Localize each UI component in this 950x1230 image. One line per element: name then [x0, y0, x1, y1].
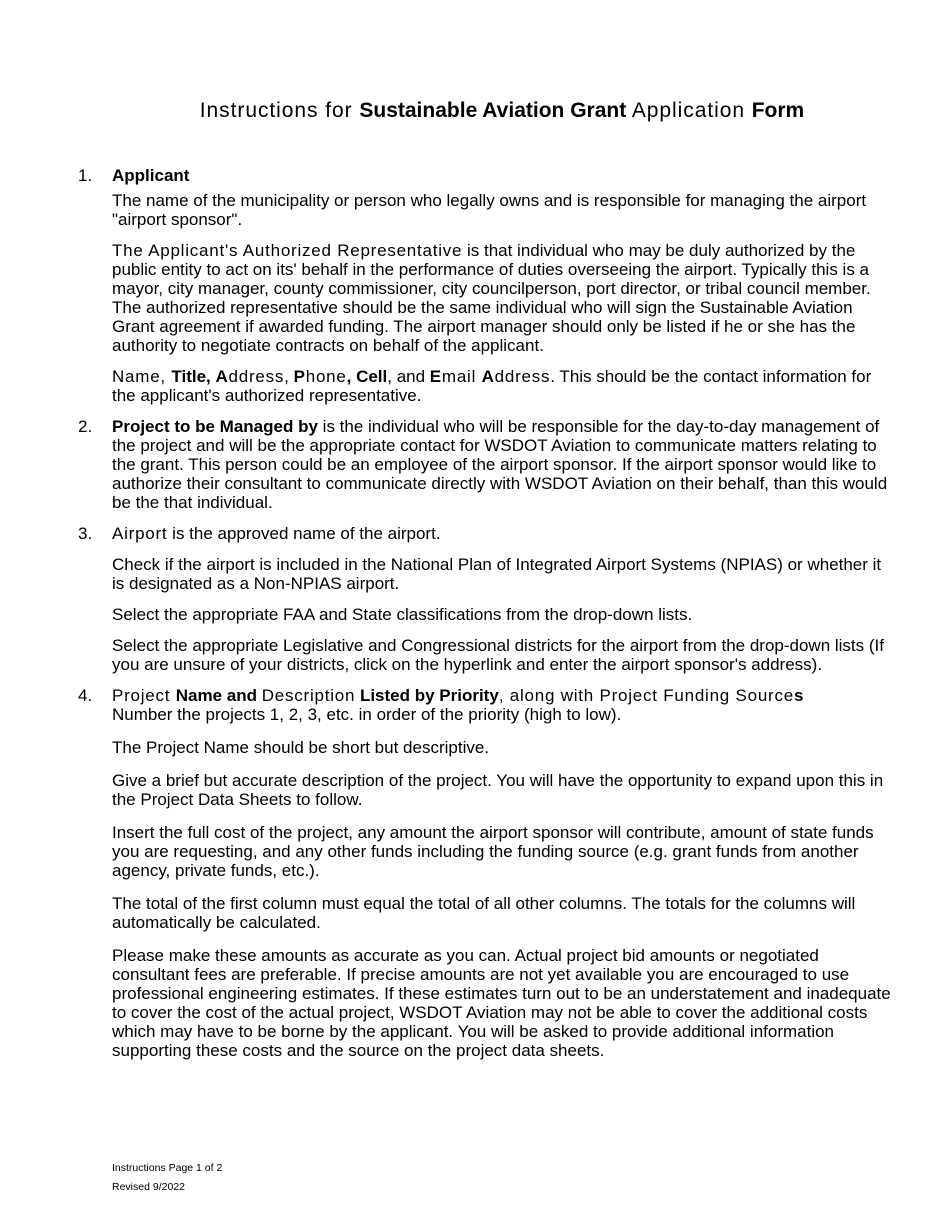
item-number: 4.	[78, 686, 93, 705]
text-segment: ddress	[494, 367, 551, 386]
footer-page-info: Instructions Page 1 of 2	[112, 1162, 223, 1174]
text-segment: . This should be the contact information for the applicant's authorized representative.	[112, 367, 872, 405]
text-segment: P	[293, 367, 306, 386]
instruction-item-3	[78, 524, 892, 674]
text-segment: The Project Name should be short but descriptive.	[112, 738, 490, 757]
text-segment: mail	[441, 367, 482, 386]
paragraph	[112, 417, 892, 512]
text-segment: E	[429, 367, 442, 386]
text-segment: Insert the full cost of the project, any amount the airport sponsor will contribute, amount of state funds you are requesting, and any other funds including the funding source (e.g. grant funds from another agency, private funds, etc.).	[112, 823, 874, 880]
text-segment: Name and	[175, 686, 258, 705]
text-segment: Project	[112, 686, 176, 705]
text-segment: The Applicant's Authorized Representative	[112, 241, 463, 260]
text-segment: hone	[305, 367, 347, 386]
paragraph	[112, 686, 892, 724]
page-title	[112, 0, 892, 124]
item-number: 1.	[78, 166, 93, 185]
footer-revision-date: Revised 9/2022	[112, 1181, 185, 1193]
paragraph	[112, 555, 892, 593]
text-segment: Give a brief but accurate description of the project. You will have the opportunity to expand upon this in the Project Data Sheets to follow.	[112, 771, 884, 809]
item-number: 2.	[78, 417, 93, 436]
text-segment: Name,	[112, 367, 172, 386]
instructions-list	[78, 166, 892, 1060]
text-segment: Sustainable Aviation Grant	[359, 99, 627, 122]
text-segment: Form	[751, 99, 805, 122]
instruction-item-1	[78, 166, 892, 405]
paragraph	[112, 367, 892, 405]
text-segment: is that individual who may be duly authorized by the public entity to act on its' behalf in the performance of duties overseeing the airport. Typically this is a mayor, city manager, county commissioner, city councilperson, port director, or tribal council member. The authorized representative should be the same individual who will sign the Sustainable Aviation Grant agreement if awarded funding. The airport manager should only be listed if he or she has the authority to negotiate contracts on behalf of the applicant.	[112, 241, 871, 355]
paragraph	[112, 636, 892, 674]
text-segment: Listed by Priority	[359, 686, 499, 705]
page-footer	[112, 1159, 222, 1197]
instruction-item-2	[78, 417, 892, 512]
instruction-item-4	[78, 686, 892, 1060]
text-segment: is the individual who will be responsible for the day-to-day management of the project and will be the appropriate contact for WSDOT Aviation to communicate matters relating to the grant. This person could be an employee of the airport sponsor. If the airport sponsor would like to authorize their consultant to communicate directly with WSDOT Aviation on their behalf, than this would be the that individual.	[112, 417, 888, 512]
text-segment: ddress	[228, 367, 285, 386]
paragraph	[112, 823, 892, 880]
paragraph	[112, 946, 892, 1060]
text-segment: , and	[387, 367, 430, 386]
paragraph	[112, 771, 892, 809]
paragraph	[112, 241, 892, 355]
text-segment: Title,	[171, 367, 211, 386]
text-segment: Description	[261, 686, 356, 705]
text-segment: s	[793, 686, 804, 705]
paragraph	[112, 166, 892, 185]
text-segment: Check if the airport is included in the National Plan of Integrated Airport Systems (NPIAS) or whether it is designated as a Non-NPIAS airport.	[112, 555, 882, 593]
text-segment: ,	[284, 367, 294, 386]
text-segment: Application	[626, 99, 752, 122]
text-segment: Select the appropriate FAA and State classifications from the drop-down lists.	[112, 605, 693, 624]
text-segment: The name of the municipality or person who legally owns and is responsible for managing the airport "airport sponsor".	[112, 191, 867, 229]
paragraph	[112, 605, 892, 624]
text-segment: , Cell	[346, 367, 388, 386]
text-segment: is the approved name of the airport.	[167, 524, 441, 543]
text-segment: Select the appropriate Legislative and Congressional districts for the airport from the drop-down lists (If you are unsure of your districts, click on the hyperlink and enter the airport sponsor's address).	[112, 636, 884, 674]
text-segment: , along with Project Funding Source	[498, 686, 794, 705]
text-segment: Number the projects 1, 2, 3, etc. in order of the priority (high to low).	[112, 705, 622, 724]
paragraph	[112, 738, 892, 757]
text-segment: Applicant	[112, 166, 190, 185]
item-number: 3.	[78, 524, 93, 543]
paragraph	[112, 191, 892, 229]
text-segment: Airport	[112, 524, 168, 543]
text-segment: Instructions for	[199, 99, 360, 122]
text-segment: A	[481, 367, 495, 386]
text-segment: A	[215, 367, 229, 386]
text-segment: The total of the first column must equal the total of all other columns. The totals for the columns will automatically be calculated.	[112, 894, 856, 932]
text-segment: Project to be Managed by	[112, 417, 318, 436]
text-segment: Please make these amounts as accurate as you can. Actual project bid amounts or negotiated consultant fees are preferable. If precise amounts are not yet available you are encouraged to use professional engineering estimates. If these estimates turn out to be an understatement and inadequate to cover the cost of the actual project, WSDOT Aviation may not be able to cover the additional costs which may have to be borne by the applicant. You will be asked to provide additional information supporting these costs and the source on the project data sheets.	[112, 946, 891, 1060]
paragraph	[112, 524, 892, 543]
paragraph	[112, 894, 892, 932]
